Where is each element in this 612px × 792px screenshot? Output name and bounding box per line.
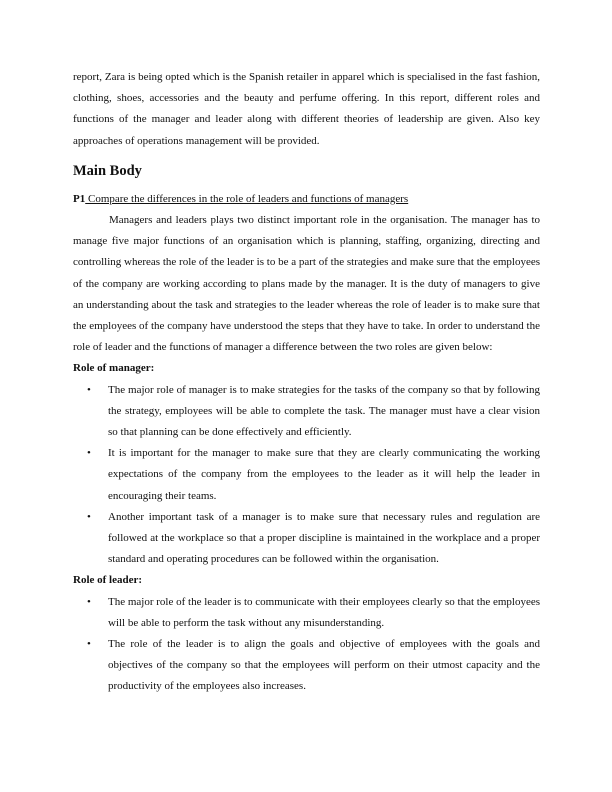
list-item-text: The major role of manager is to make strategies for the tasks of the company so that by following the strategy, employees will be able to complete the task. The manager must have a clear vision so that planning can be done effectively and efficiently.: [108, 383, 540, 439]
p1-heading: [73, 189, 540, 210]
bullet-icon: •: [87, 638, 91, 651]
manager-list: [73, 380, 540, 571]
list-item-text: It is important for the manager to make sure that they are clearly communicating the working expectations of the company from the employees to the leader as it will help the leader in encouraging their teams.: [108, 447, 540, 502]
list-item-text: Another important task of a manager is to make sure that necessary rules and regulation are followed at the workplace so that a proper discipline is maintained in the workplace and a proper standard and operating procedures can be followed within the organisation.: [108, 510, 540, 566]
leader-list: [73, 592, 540, 698]
manager-subheading: Role of manager:: [73, 362, 155, 375]
bullet-icon: •: [87, 447, 91, 460]
list-item-text: The role of the leader is to align the goals and objective of employees with the goals and objectives of the company so that the employees will perform on their utmost capacity and the productivity of the employees also increases.: [108, 638, 540, 693]
list-item: [73, 507, 540, 571]
p1-label: P1: [73, 192, 86, 205]
bullet-icon: •: [87, 595, 91, 608]
list-item: [73, 380, 540, 444]
bullet-icon: •: [87, 383, 91, 396]
intro-paragraph: report, Zara is being opted which is the Spanish retailer in apparel which is specialised in the fast fashion, clothing, shoes, accessories and the beauty and perfume offering. In this report, different roles and functions of the manager and leader along with different theories of leadership are given. Also key approaches of operations management will be provided.: [73, 71, 540, 147]
leader-subheading: Role of leader:: [73, 574, 143, 587]
list-item-text: The major role of the leader is to communicate with their employees clearly so that the employees will be able to perform the task without any misunderstanding.: [108, 595, 540, 629]
p1-title: Compare the differences in the role of leaders and functions of managers: [85, 192, 409, 205]
section-heading-main-body: Main Body: [73, 162, 142, 179]
list-item: [73, 592, 540, 634]
list-item: [73, 443, 540, 507]
body-paragraph: Managers and leaders plays two distinct important role in the organisation. The manager has to manage five major functions of an organisation which is planning, staffing, organizing, directing and controlling whereas the role of the leader is to be a part of the strategies and make sure that the employees of the company are working according to plans made by the manager. It is the duty of managers to give an understanding about the task and strategies to the leader whereas the role of leader is to make sure that the employees of the company have understood the steps that they have to take. In order to understand the role of leader and the functions of manager a difference between the two roles are given below:: [73, 214, 540, 354]
bullet-icon: •: [87, 510, 91, 523]
document-page: [73, 67, 540, 698]
list-item: [73, 634, 540, 698]
